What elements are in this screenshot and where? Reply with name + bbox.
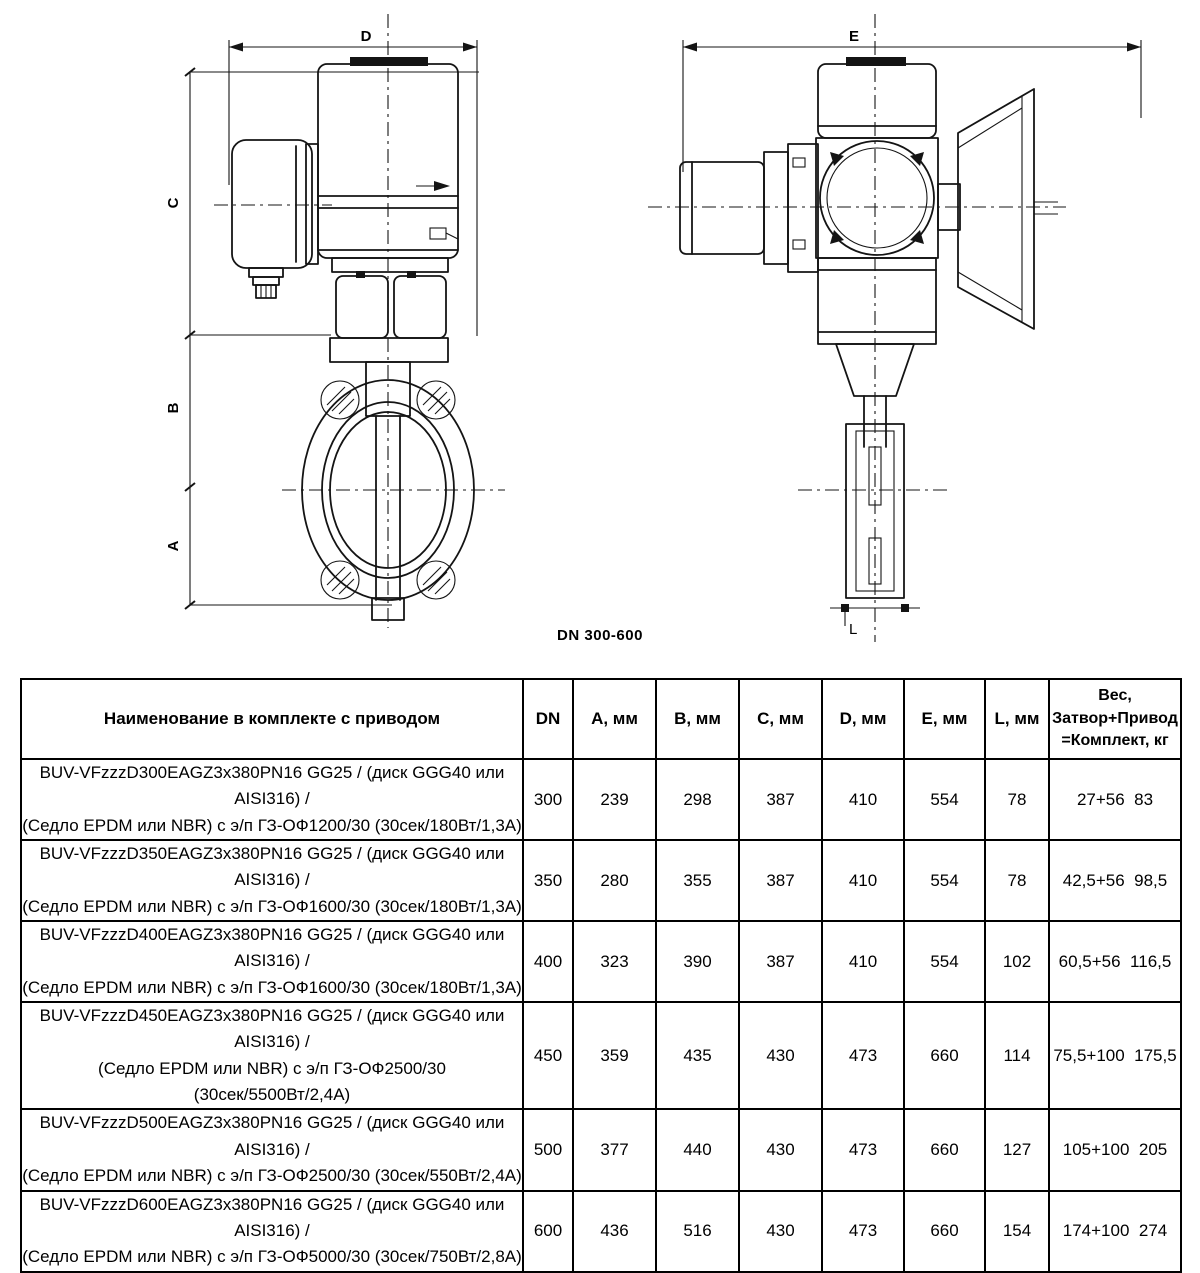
cell-a: 323 — [573, 921, 656, 1002]
cell-d: 473 — [822, 1109, 904, 1190]
cell-c: 430 — [739, 1191, 822, 1272]
dim-label-d: D — [360, 28, 372, 45]
cell-b: 440 — [656, 1109, 739, 1190]
cell-name — [21, 1191, 523, 1272]
cell-c: 387 — [739, 759, 822, 840]
col-header-name: Наименование в комплекте с приводом — [21, 679, 523, 759]
cell-l: 102 — [985, 921, 1049, 1002]
cell-weight: 60,5+56 116,5 — [1049, 921, 1181, 1002]
name-line2: (Седло EPDM или NBR) с э/п ГЗ-ОФ2500/30 (30сек/5500Вт/2,4А) — [98, 1058, 446, 1105]
cell-e: 660 — [904, 1191, 985, 1272]
cell-dn: 600 — [523, 1191, 573, 1272]
name-line1: BUV-VFzzzD350EAGZ3x380PN16 GG25 / (диск GGG40 или AISI316) / — [39, 844, 505, 890]
cell-d: 410 — [822, 759, 904, 840]
dim-label-l: L — [849, 621, 858, 638]
cell-d: 473 — [822, 1002, 904, 1109]
cell-l: 78 — [985, 759, 1049, 840]
cell-name — [21, 759, 523, 840]
cell-d: 410 — [822, 921, 904, 1002]
name-line2: (Седло EPDM или NBR) с э/п ГЗ-ОФ2500/30 (30сек/550Вт/2,4А) — [22, 1166, 522, 1186]
cell-e: 554 — [904, 921, 985, 1002]
col-header-c: C, мм — [739, 679, 822, 759]
col-header-b: B, мм — [656, 679, 739, 759]
cell-l: 114 — [985, 1002, 1049, 1109]
name-line2: (Седло EPDM или NBR) с э/п ГЗ-ОФ1600/30 (30сек/180Вт/1,3А) — [22, 896, 522, 916]
name-line2: (Седло EPDM или NBR) с э/п ГЗ-ОФ1200/30 (30сек/180Вт/1,3А) — [22, 815, 522, 835]
cell-a: 377 — [573, 1109, 656, 1190]
cell-name — [21, 1109, 523, 1190]
cell-a: 436 — [573, 1191, 656, 1272]
weight-header-line2: Затвор+Привод — [1052, 709, 1178, 727]
cell-e: 660 — [904, 1002, 985, 1109]
cell-e: 660 — [904, 1109, 985, 1190]
cell-d: 473 — [822, 1191, 904, 1272]
name-line1: BUV-VFzzzD500EAGZ3x380PN16 GG25 / (диск GGG40 или AISI316) / — [39, 1113, 505, 1159]
name-line2: (Седло EPDM или NBR) с э/п ГЗ-ОФ5000/30 (30сек/750Вт/2,8А) — [22, 1247, 522, 1267]
col-header-a: A, мм — [573, 679, 656, 759]
table-row — [21, 921, 1181, 1002]
centerlines — [214, 14, 1066, 642]
cell-l: 78 — [985, 840, 1049, 921]
cell-b: 298 — [656, 759, 739, 840]
col-header-l: L, мм — [985, 679, 1049, 759]
cell-weight: 174+100 274 — [1049, 1191, 1181, 1272]
table-row — [21, 1191, 1181, 1272]
cell-dn: 300 — [523, 759, 573, 840]
side-view-actuator — [680, 57, 1058, 396]
dimensions-table — [20, 678, 1182, 1273]
dim-label-e: E — [848, 28, 860, 45]
cell-a: 359 — [573, 1002, 656, 1109]
side-view-dimensions — [683, 28, 1141, 638]
cell-dn: 450 — [523, 1002, 573, 1109]
dim-label-a: A — [165, 540, 182, 552]
name-line1: BUV-VFzzzD300EAGZ3x380PN16 GG25 / (диск GGG40 или AISI316) / — [39, 763, 505, 809]
table-row — [21, 1109, 1181, 1190]
front-view-actuator — [232, 57, 458, 362]
cable-gland — [249, 268, 283, 277]
table-row — [21, 1002, 1181, 1109]
cell-b: 435 — [656, 1002, 739, 1109]
drawing-caption: DN 300-600 — [557, 627, 643, 644]
cell-d: 410 — [822, 840, 904, 921]
table-row — [21, 840, 1181, 921]
col-header-weight — [1049, 679, 1181, 759]
name-line2: (Седло EPDM или NBR) с э/п ГЗ-ОФ1600/30 (30сек/180Вт/1,3А) — [22, 977, 522, 997]
col-header-d: D, мм — [822, 679, 904, 759]
front-view-dimensions — [165, 28, 479, 609]
weight-header-line3: =Комплект, кг — [1061, 732, 1169, 750]
cell-weight: 75,5+100 175,5 — [1049, 1002, 1181, 1109]
cell-c: 430 — [739, 1002, 822, 1109]
cell-name — [21, 921, 523, 1002]
col-header-e: E, мм — [904, 679, 985, 759]
terminal-box — [232, 140, 312, 268]
dim-label-c: C — [165, 197, 182, 209]
col-header-dn: DN — [523, 679, 573, 759]
cell-e: 554 — [904, 759, 985, 840]
cell-l: 154 — [985, 1191, 1049, 1272]
cell-dn: 400 — [523, 921, 573, 1002]
name-line1: BUV-VFzzzD400EAGZ3x380PN16 GG25 / (диск GGG40 или AISI316) / — [39, 925, 505, 971]
name-line1: BUV-VFzzzD600EAGZ3x380PN16 GG25 / (диск GGG40 или AISI316) / — [39, 1194, 505, 1240]
cell-dn: 500 — [523, 1109, 573, 1190]
table-header-row — [21, 679, 1181, 759]
cell-b: 516 — [656, 1191, 739, 1272]
handwheel — [958, 89, 1034, 329]
cell-dn: 350 — [523, 840, 573, 921]
cell-e: 554 — [904, 840, 985, 921]
cell-weight: 27+56 83 — [1049, 759, 1181, 840]
table-row — [21, 759, 1181, 840]
cell-c: 430 — [739, 1109, 822, 1190]
dim-label-b: B — [165, 402, 182, 414]
cell-name — [21, 840, 523, 921]
cell-c: 387 — [739, 921, 822, 1002]
weight-header-line1: Вес, — [1098, 687, 1132, 705]
name-line1: BUV-VFzzzD450EAGZ3x380PN16 GG25 / (диск GGG40 или AISI316) / — [39, 1006, 505, 1052]
cell-b: 355 — [656, 840, 739, 921]
cell-a: 280 — [573, 840, 656, 921]
cell-c: 387 — [739, 840, 822, 921]
cell-weight: 42,5+56 98,5 — [1049, 840, 1181, 921]
cell-b: 390 — [656, 921, 739, 1002]
direction-arrow-icon — [434, 181, 450, 191]
cell-weight: 105+100 205 — [1049, 1109, 1181, 1190]
cell-l: 127 — [985, 1109, 1049, 1190]
cell-name — [21, 1002, 523, 1109]
cell-a: 239 — [573, 759, 656, 840]
